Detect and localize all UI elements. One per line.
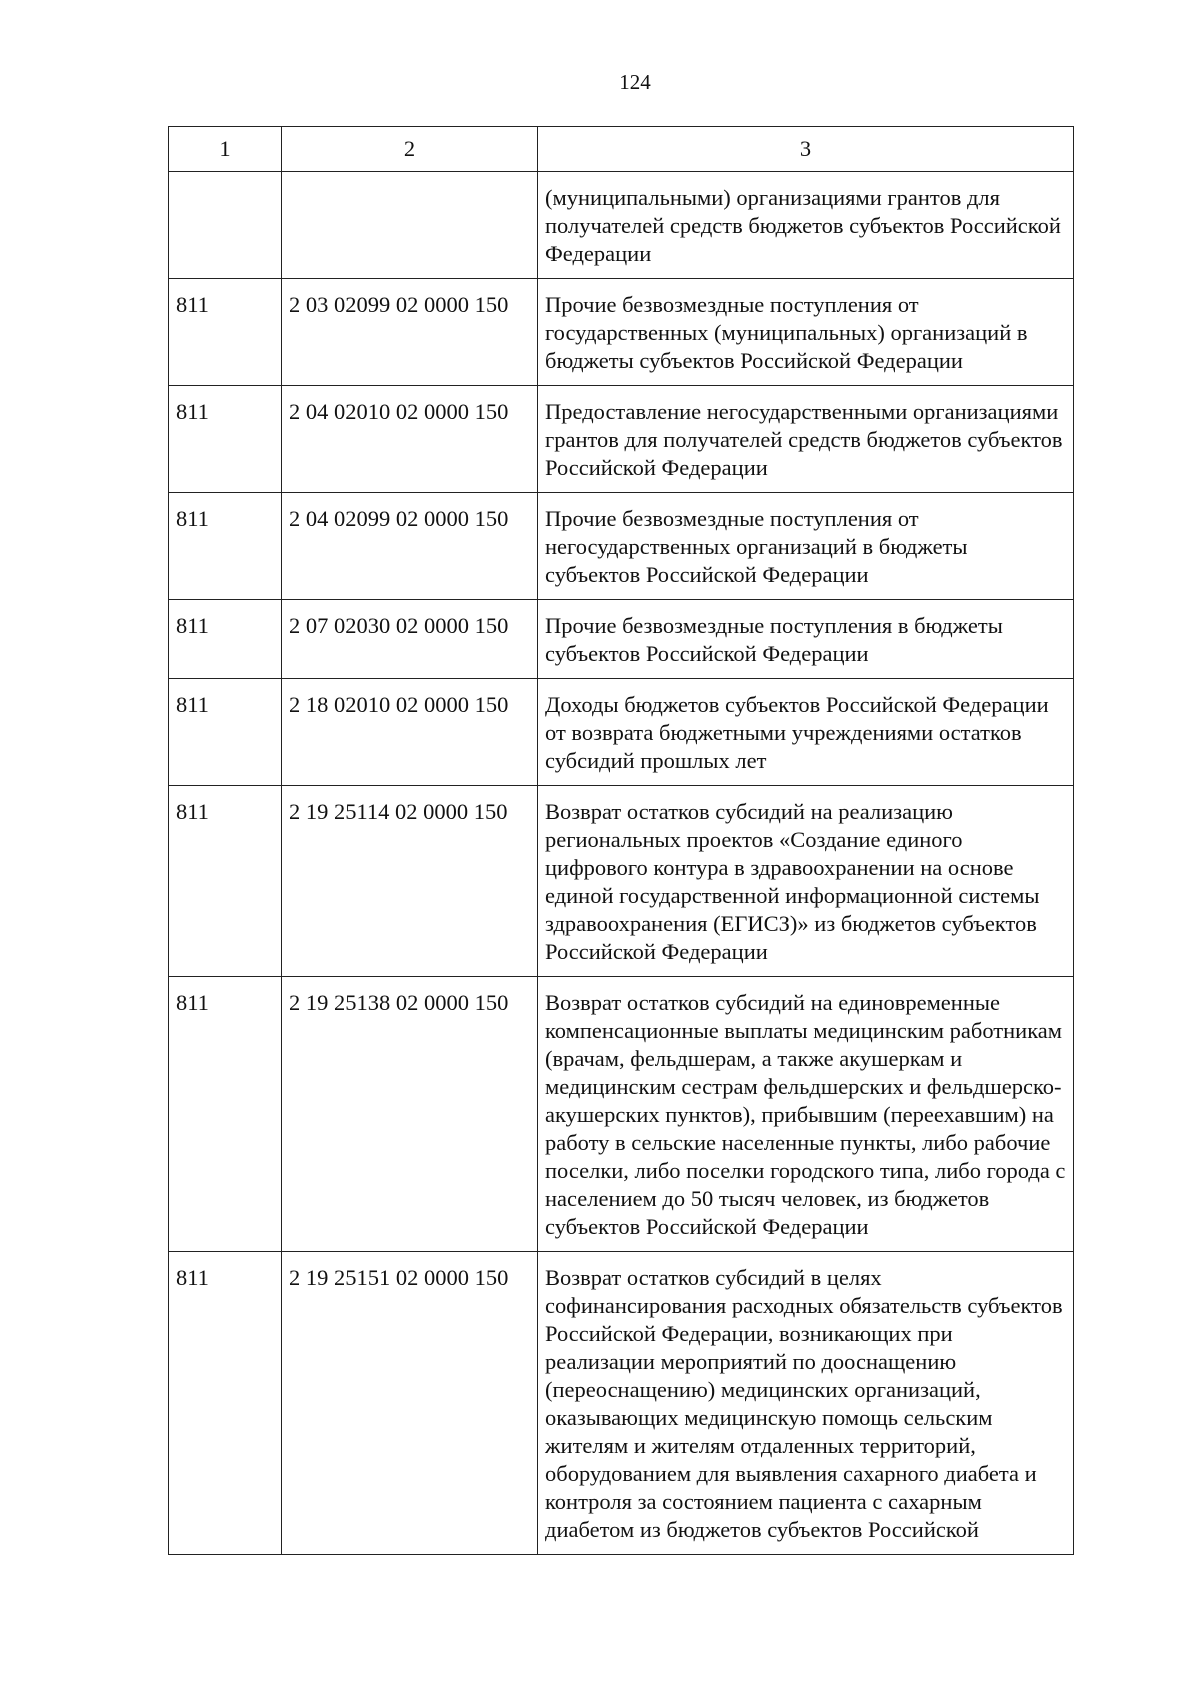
revenue-name-cell: Доходы бюджетов субъектов Российской Федерации от возврата бюджетными учреждениями остатков субсидий прошлых лет [538,679,1074,786]
table-row [169,600,1074,679]
column-number-row [169,127,1074,172]
budget-code-cell: 2 04 02099 02 0000 150 [282,493,538,600]
table-row [169,493,1074,600]
budget-code-cell: 2 19 25138 02 0000 150 [282,977,538,1252]
budget-code-cell: 2 19 25151 02 0000 150 [282,1252,538,1555]
budget-code-cell: 2 04 02010 02 0000 150 [282,386,538,493]
admin-code-cell: 811 [169,493,282,600]
table-row [169,977,1074,1252]
column-header-3: 3 [538,127,1074,172]
admin-code-cell: 811 [169,977,282,1252]
table-row [169,679,1074,786]
revenue-name-cell: Прочие безвозмездные поступления в бюджеты субъектов Российской Федерации [538,600,1074,679]
admin-code-cell: 811 [169,786,282,977]
revenue-name-cell: Возврат остатков субсидий на единовременные компенсационные выплаты медицинским работникам (врачам, фельдшерам, а также акушеркам и медицинским сестрам фельдшерских и фельдшерско-акушерских пунктов), прибывшим (переехавшим) на работу в сельские населенные пункты, либо рабочие поселки, либо поселки городского типа, либо города с населением до 50 тысяч человек, из бюджетов субъектов Российской Федерации [538,977,1074,1252]
admin-code-cell: 811 [169,1252,282,1555]
budget-codes-table [168,126,1074,1555]
budget-code-cell: 2 07 02030 02 0000 150 [282,600,538,679]
revenue-name-cell: Прочие безвозмездные поступления от государственных (муниципальных) организаций в бюджеты субъектов Российской Федерации [538,279,1074,386]
revenue-name-cell: Прочие безвозмездные поступления от негосударственных организаций в бюджеты субъектов Российской Федерации [538,493,1074,600]
revenue-name-cell: Предоставление негосударственными организациями грантов для получателей средств бюджетов субъектов Российской Федерации [538,386,1074,493]
budget-code-cell: 2 19 25114 02 0000 150 [282,786,538,977]
column-header-1: 1 [169,127,282,172]
table-row [169,1252,1074,1555]
budget-code-cell [282,172,538,279]
table-row [169,386,1074,493]
page-number: 124 [619,70,651,94]
table-row [169,172,1074,279]
admin-code-cell: 811 [169,600,282,679]
admin-code-cell: 811 [169,279,282,386]
revenue-name-cell: (муниципальными) организациями грантов для получателей средств бюджетов субъектов Российской Федерации [538,172,1074,279]
table-row [169,786,1074,977]
admin-code-cell: 811 [169,386,282,493]
table-row [169,279,1074,386]
column-header-2: 2 [282,127,538,172]
budget-code-cell: 2 03 02099 02 0000 150 [282,279,538,386]
budget-code-cell: 2 18 02010 02 0000 150 [282,679,538,786]
revenue-name-cell: Возврат остатков субсидий в целях софинансирования расходных обязательств субъектов Российской Федерации, возникающих при реализации мероприятий по дооснащению (переоснащению) медицинских организаций, оказывающих медицинскую помощь сельским жителям и жителям отдаленных территорий, оборудованием для выявления сахарного диабета и контроля за состоянием пациента с сахарным диабетом из бюджетов субъектов Российской [538,1252,1074,1555]
admin-code-cell: 811 [169,679,282,786]
admin-code-cell [169,172,282,279]
revenue-name-cell: Возврат остатков субсидий на реализацию региональных проектов «Создание единого цифрового контура в здравоохранении на основе единой государственной информационной системы здравоохранения (ЕГИСЗ)» из бюджетов субъектов Российской Федерации [538,786,1074,977]
